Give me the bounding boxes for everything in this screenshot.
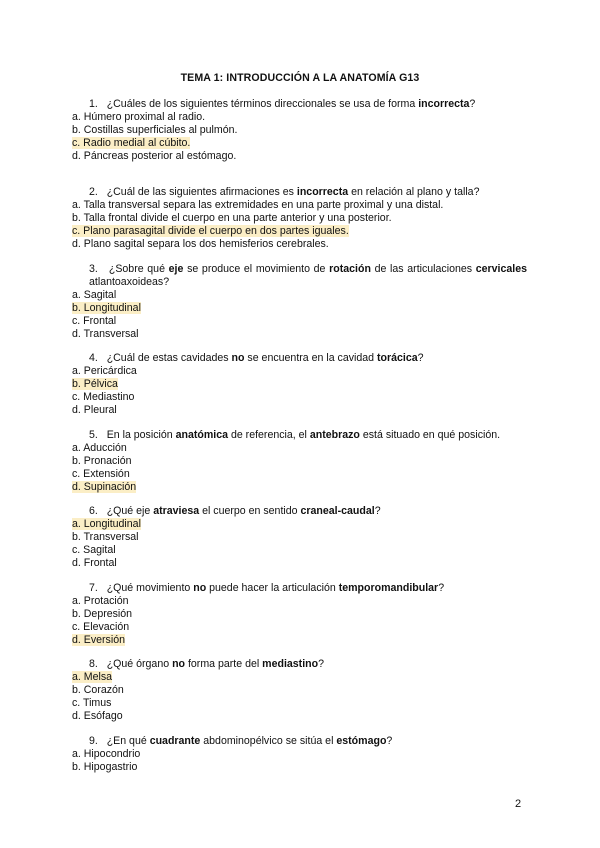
option-d-highlighted: d. Supinación <box>72 481 137 493</box>
option-c: c. Elevación <box>72 621 130 633</box>
option-a: a. Hipocondrio <box>72 748 141 760</box>
option-d-highlighted: d. Eversión <box>72 634 125 646</box>
option-a: a. Talla transversal separa las extremidades en una parte proximal y una distal. <box>72 199 444 211</box>
page-number: 2 <box>515 798 522 810</box>
option-a: a. Pericárdica <box>72 365 137 377</box>
question-9 <box>72 735 527 774</box>
option-c-highlighted: c. Plano parasagital divide el cuerpo en dos partes iguales. <box>72 225 349 237</box>
question-2 <box>72 186 527 251</box>
option-b: b. Hipogastrio <box>72 761 138 773</box>
option-c: c. Timus <box>72 697 112 709</box>
option-a: a. Protación <box>72 595 129 607</box>
question-stem: 6. ¿Qué eje atraviesa el cuerpo en sentido craneal-caudal? <box>89 505 381 517</box>
question-8 <box>72 658 527 723</box>
question-stem: 4. ¿Cuál de estas cavidades no se encuentra en la cavidad torácica? <box>89 352 424 364</box>
option-d: d. Pleural <box>72 404 117 416</box>
option-b: b. Depresión <box>72 608 133 620</box>
option-b: b. Transversal <box>72 531 139 543</box>
question-stem: 1. ¿Cuáles de los siguientes términos direccionales se usa de forma incorrecta? <box>89 98 476 110</box>
option-d: d. Transversal <box>72 328 139 340</box>
option-c: c. Extensión <box>72 468 130 480</box>
option-b-highlighted: b. Pélvica <box>72 378 118 390</box>
option-c: c. Frontal <box>72 315 117 327</box>
question-7 <box>72 582 527 647</box>
option-b: b. Talla frontal divide el cuerpo en una parte anterior y una posterior. <box>72 212 392 224</box>
option-c-highlighted: c. Radio medial al cúbito. <box>72 137 191 149</box>
option-d: d. Esófago <box>72 710 123 722</box>
option-a: a. Sagital <box>72 289 117 301</box>
question-stem: 5. En la posición anatómica de referencia, el antebrazo está situado en qué posición. <box>89 429 501 441</box>
option-b-highlighted: b. Longitudinal <box>72 302 141 314</box>
option-b: b. Costillas superficiales al pulmón. <box>72 124 238 136</box>
question-3 <box>72 263 527 341</box>
option-d: d. Páncreas posterior al estómago. <box>72 150 237 162</box>
option-d: d. Frontal <box>72 557 117 569</box>
question-4 <box>72 352 527 417</box>
option-c: c. Mediastino <box>72 391 135 403</box>
option-b: b. Corazón <box>72 684 124 696</box>
option-b: b. Pronación <box>72 455 132 467</box>
question-stem: 9. ¿En qué cuadrante abdominopélvico se sitúa el estómago? <box>89 735 393 747</box>
page-title: TEMA 1: INTRODUCCIÓN A LA ANATOMÍA G13 <box>180 72 420 84</box>
question-5 <box>72 429 527 494</box>
question-stem: 2. ¿Cuál de las siguientes afirmaciones es incorrecta en relación al plano y talla? <box>89 186 480 198</box>
question-stem: 7. ¿Qué movimiento no puede hacer la articulación temporomandibular? <box>89 582 445 594</box>
option-a-highlighted: a. Melsa <box>72 671 113 683</box>
question-1 <box>72 98 527 163</box>
option-a-highlighted: a. Longitudinal <box>72 518 141 530</box>
question-6 <box>72 505 527 570</box>
option-a: a. Aducción <box>72 442 127 454</box>
option-c: c. Sagital <box>72 544 116 556</box>
question-stem: 8. ¿Qué órgano no forma parte del mediastino? <box>89 658 324 670</box>
option-a: a. Húmero proximal al radio. <box>72 111 206 123</box>
option-d: d. Plano sagital separa los dos hemisferios cerebrales. <box>72 238 329 250</box>
question-stem: 3. ¿Sobre qué eje se produce el movimiento de rotación de las articulaciones cervicales atlantoaxoideas? <box>89 263 527 288</box>
